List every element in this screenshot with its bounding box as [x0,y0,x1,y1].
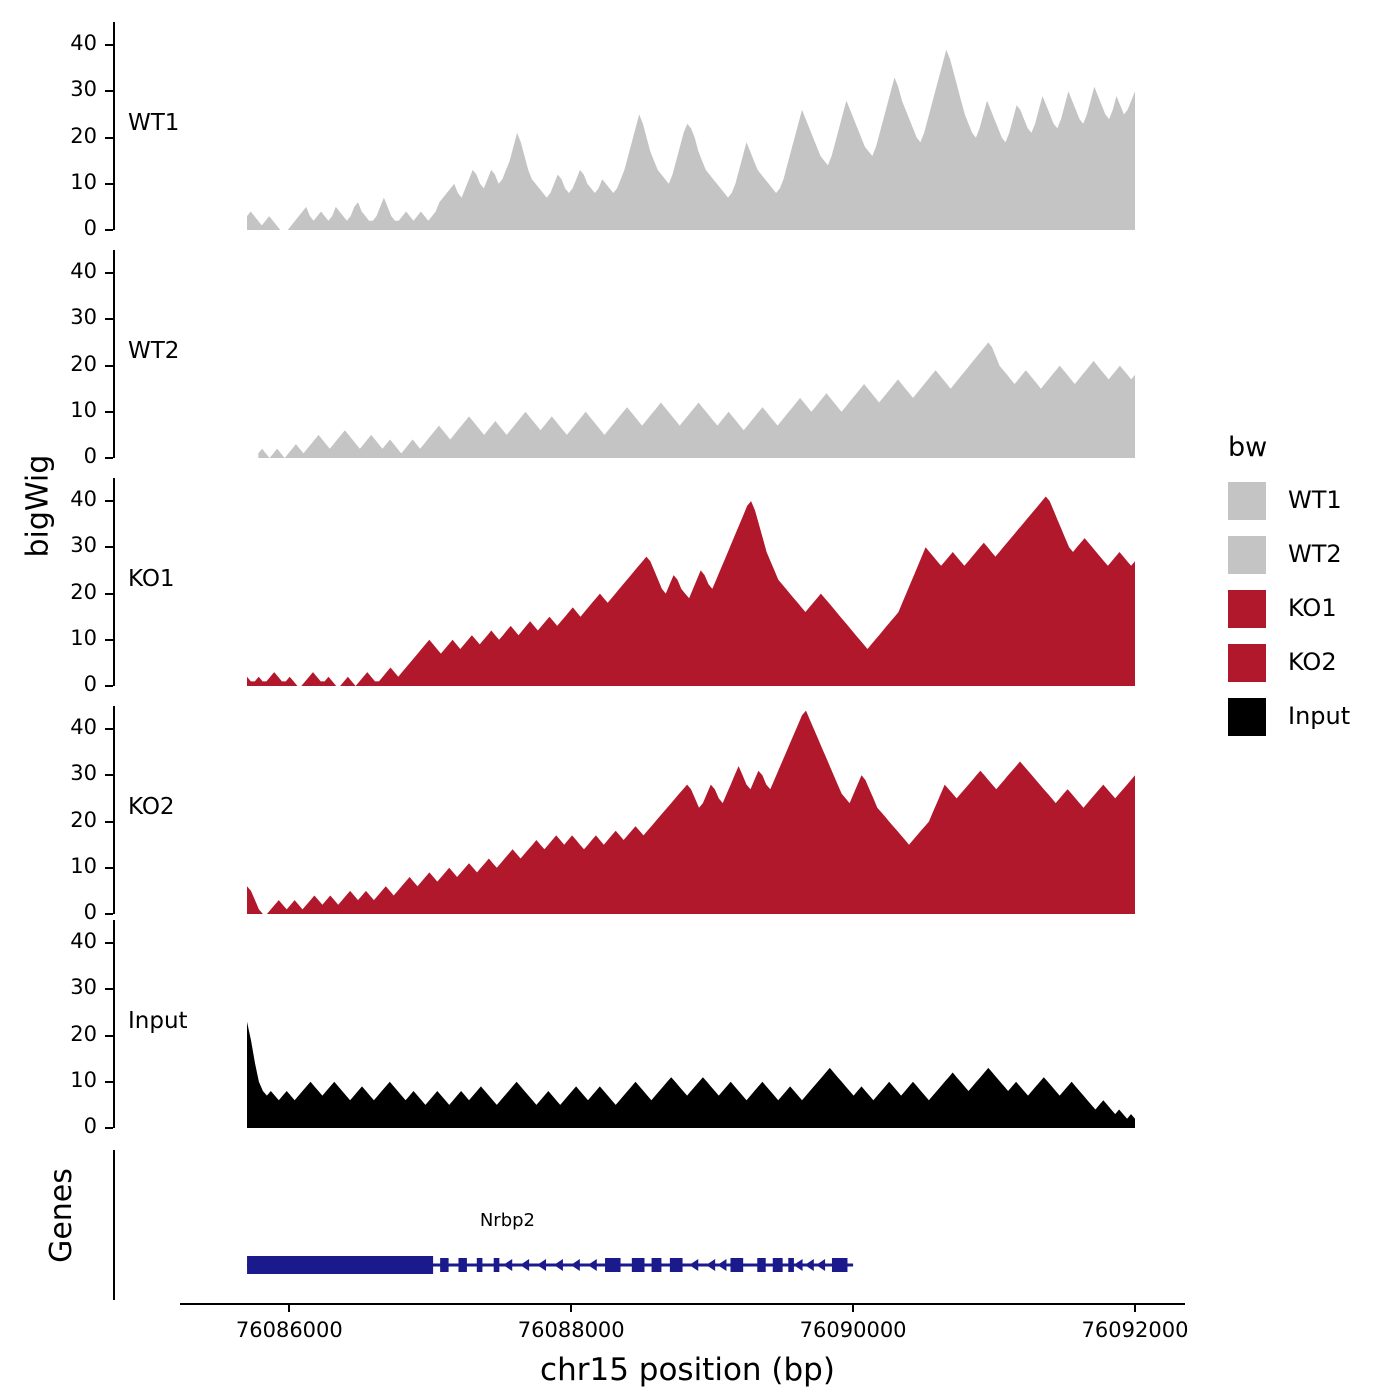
y-tick-label: 10 [70,1067,97,1092]
legend-label-ko2: KO2 [1288,648,1337,676]
y-tick-label: 20 [70,123,97,148]
y-tick-label: 40 [70,259,97,284]
x-tick-label: 76086000 [235,1318,343,1342]
legend-label-input: Input [1288,702,1351,730]
y-tick-label: 30 [70,305,97,330]
y-tick-label: 20 [70,1021,97,1046]
y-tick-label: 0 [83,444,97,468]
y-tick-label: 30 [70,975,97,1000]
legend-key-wt1 [1228,482,1266,520]
y-tick-label: 20 [70,579,97,604]
y-tick-label: 20 [70,807,97,832]
x-tick-label: 76090000 [799,1318,907,1342]
legend-label-wt2: WT2 [1288,540,1342,568]
track-panel-ko1 [0,454,1200,696]
track-area-ko1 [0,454,1200,686]
track-area-wt2 [0,250,1200,458]
track-area-wt1 [0,22,1200,230]
track-area-ko2 [0,706,1200,914]
y-tick-label: 30 [70,533,97,558]
x-tick-label: 76092000 [1081,1318,1189,1342]
track-panel-wt2 [0,250,1200,468]
track-label-ko1: KO1 [128,566,175,592]
y-tick-label: 10 [70,625,97,650]
legend-label-wt1: WT1 [1288,486,1342,514]
gene-name-label: Nrbp2 [479,1210,535,1231]
y-tick-label: 0 [83,900,97,924]
track-panel-wt1 [0,22,1200,240]
legend-key-ko1 [1228,590,1266,628]
track-area-input [0,920,1200,1128]
y-tick-label: 30 [70,761,97,786]
x-axis-title: chr15 position (bp) [540,1352,835,1388]
legend-key-wt2 [1228,536,1266,574]
track-label-ko2: KO2 [128,794,175,820]
y-tick-label: 0 [83,672,97,696]
legend-title: bw [1228,432,1268,463]
track-panel-ko2 [0,706,1200,924]
y-axis-title: bigWig [20,454,56,558]
y-tick-label: 40 [70,715,97,740]
x-tick [852,1303,854,1312]
y-tick-label: 0 [83,1114,97,1138]
y-tick-label: 20 [70,351,97,376]
y-tick-label: 10 [70,397,97,422]
x-axis-line [180,1303,1185,1305]
gene-track-panel [0,1150,1200,1300]
y-tick-label: 0 [83,216,97,240]
genes-axis-line [113,1150,115,1300]
x-tick [1134,1303,1136,1312]
y-tick-label: 40 [70,31,97,56]
track-label-input: Input [128,1008,188,1034]
genes-axis-title: Genes [43,1168,79,1263]
y-tick-label: 30 [70,77,97,102]
y-tick-label: 40 [70,487,97,512]
x-tick [288,1303,290,1312]
legend-key-ko2 [1228,644,1266,682]
y-tick-label: 40 [70,929,97,954]
y-tick-label: 10 [70,169,97,194]
legend-label-ko1: KO1 [1288,594,1337,622]
track-label-wt1: WT1 [128,110,180,136]
legend-key-input [1228,698,1266,736]
track-label-wt2: WT2 [128,338,180,364]
x-tick-label: 76088000 [517,1318,625,1342]
y-tick-label: 10 [70,853,97,878]
track-panel-input [0,920,1200,1138]
x-tick [570,1303,572,1312]
